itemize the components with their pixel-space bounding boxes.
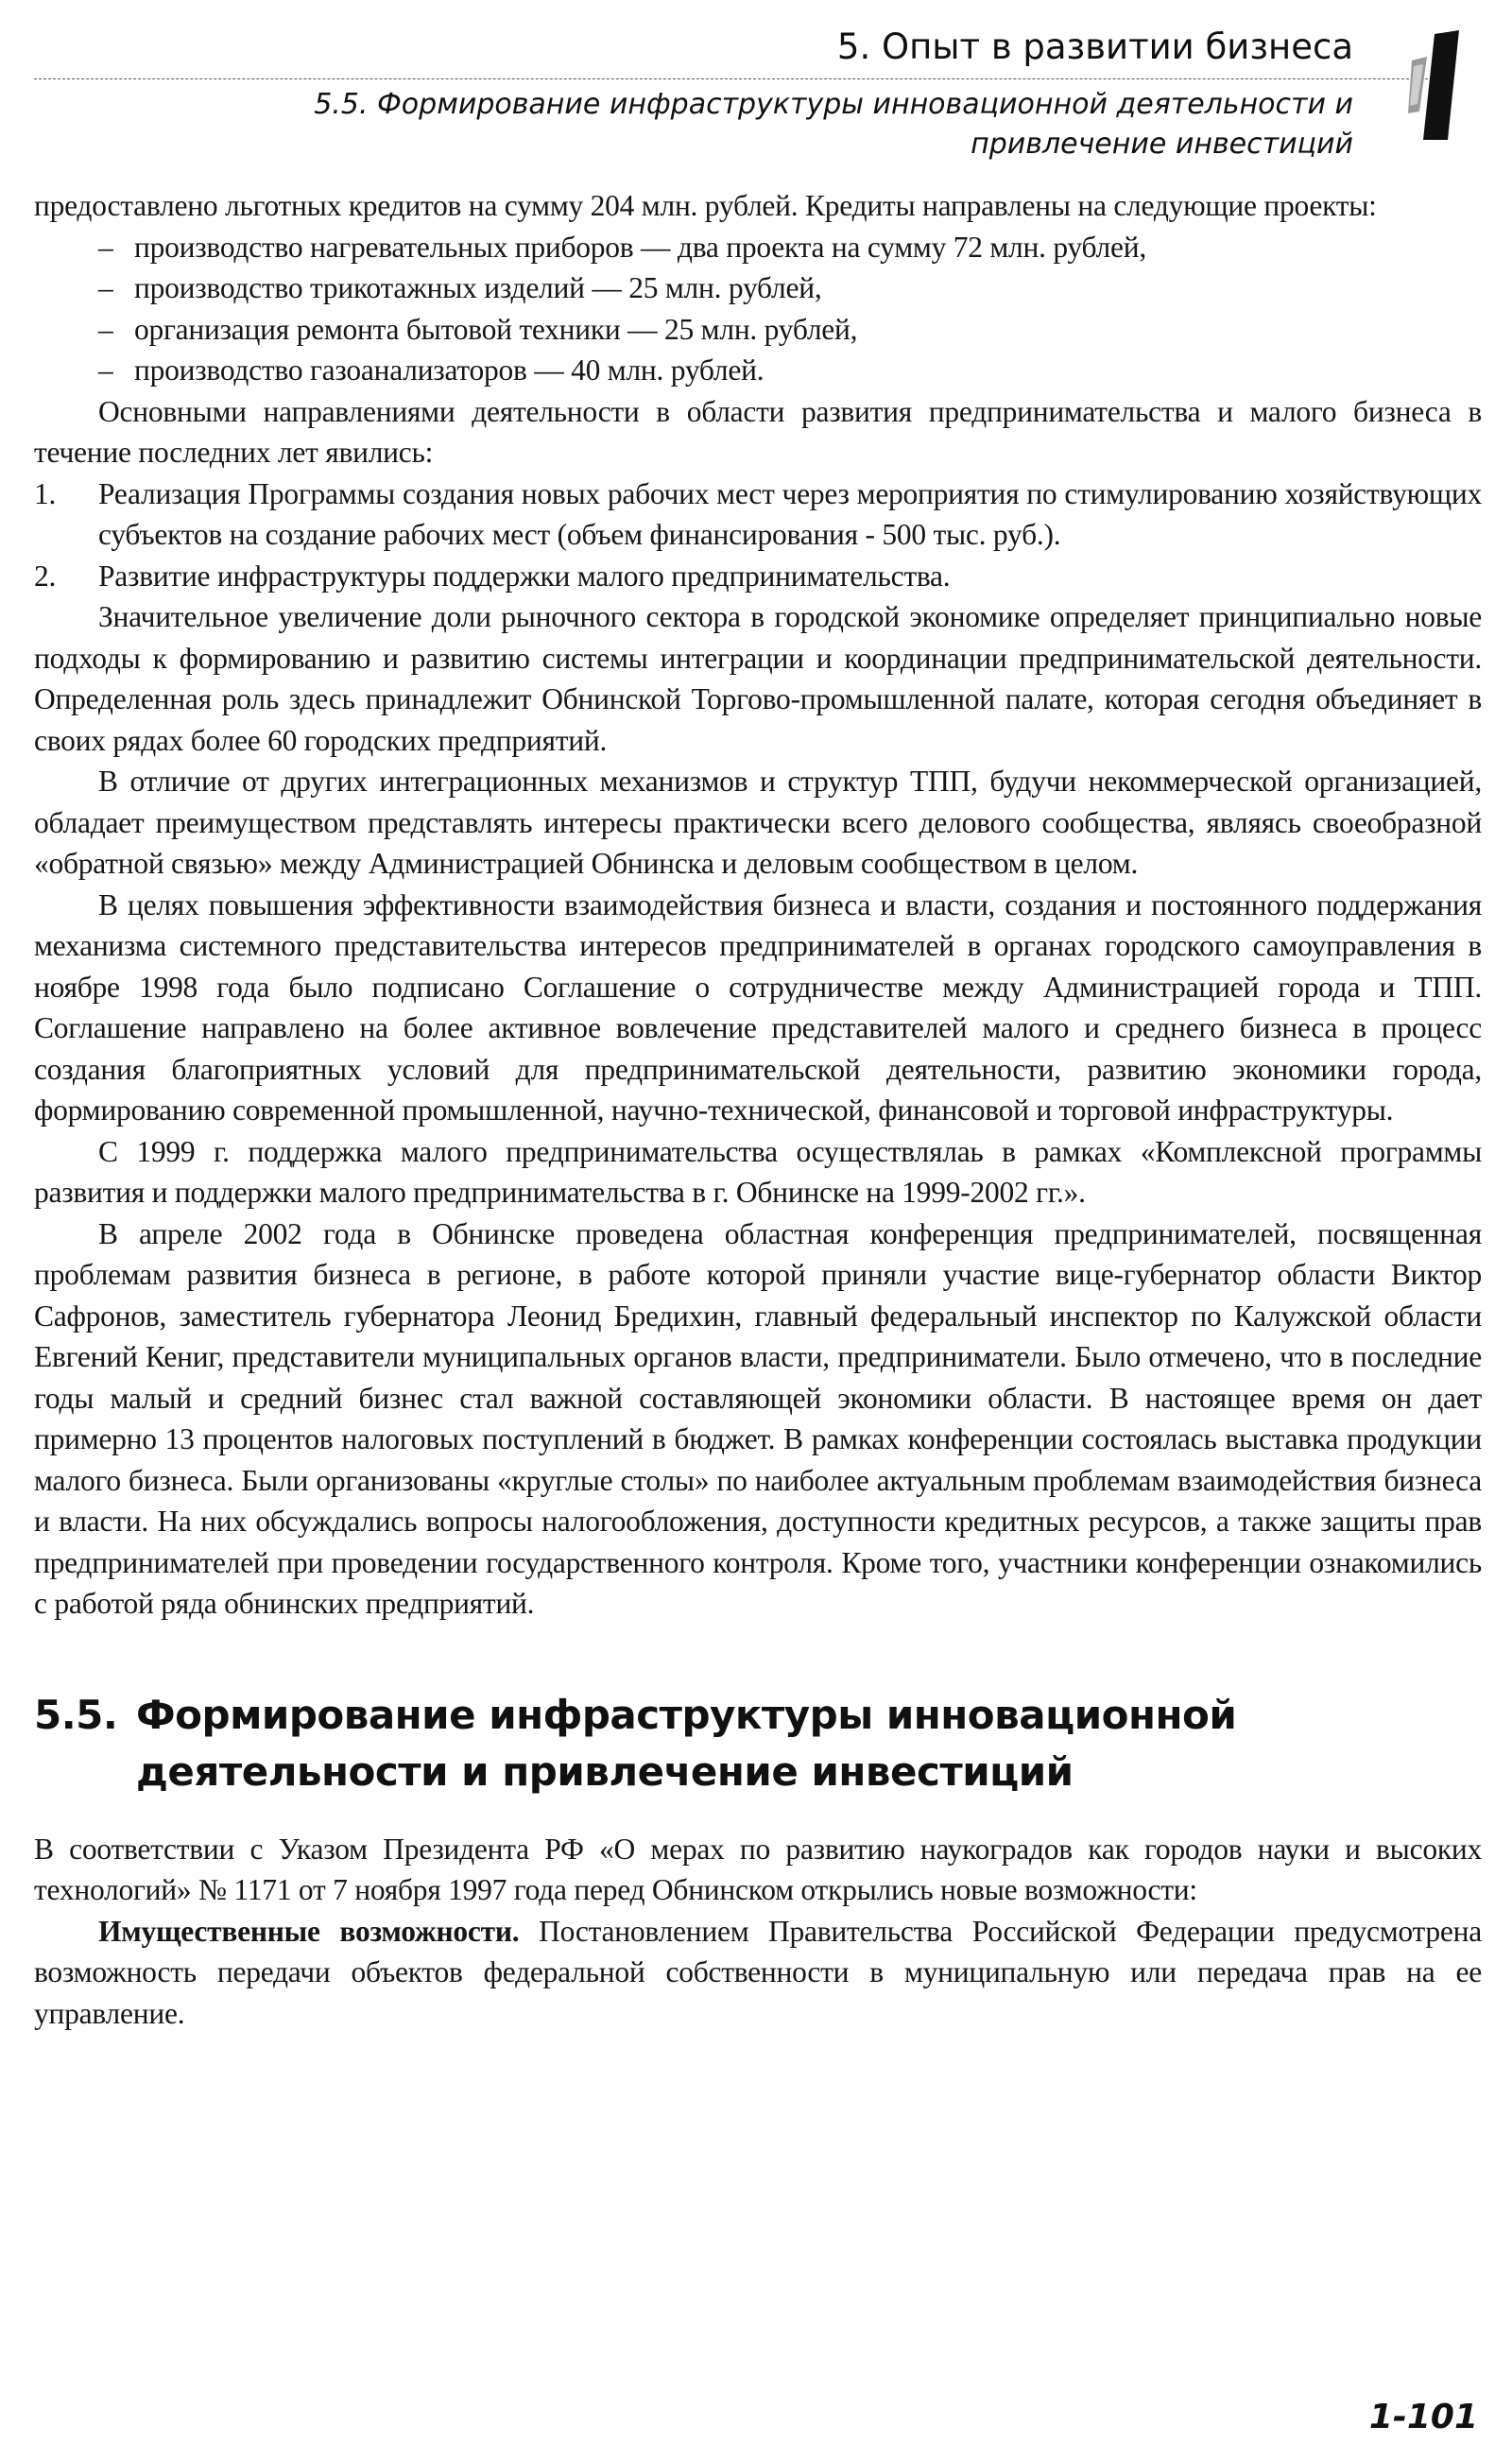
list-dash: – <box>98 230 113 264</box>
section-number: 5.5. <box>34 1691 118 1738</box>
page-number: 1-101 <box>1368 2398 1478 2436</box>
directions-list <box>34 473 1482 597</box>
running-header-section-line2: привлечение инвестиций <box>971 128 1353 161</box>
paragraph-conference-2002: В апреле 2002 года в Обнинске проведена областная конференция предпринимателей, посвященная проблемам развития бизнеса в регионе, в работе которой приняли участие вице-губернатор области Виктор Сафронов, заместитель губернатора Леонид Бредихин, главный федеральный инспектор по Калужской области Евгений Кениг, представители муниципальных органов власти, предприниматели. Было отмечено, что в последние годы малый и средний бизнес стал важной составляющей экономики области. В настоящее время он дает примерно 13 процентов налоговых поступлений в бюджет. В рамках конференции состоялась выставка продукции малого бизнеса. Были организованы «круглые столы» по наиболее актуальным проблемам взаимодействия бизнеса и власти. На них обсуждались вопросы налогообложения, доступности кредитных ресурсов, а также защиты прав предпринимателей при проведении государственного контроля. Кроме того, участники конференции ознакомились с работой ряда обнинских предприятий. <box>34 1216 1482 1620</box>
paragraph-presidential-decree: В соответствии с Указом Президента РФ «О мерах по развитию наукоградов как городов науки и высоких технологий» № 1171 от 7 ноября 1997 года перед Обнинском открылись новые возможности: <box>34 1832 1482 1906</box>
header-rule <box>34 78 1442 79</box>
list-item: – производство нагревательных приборов — два проекта на сумму 72 млн. рублей, <box>34 227 1482 268</box>
section-title: Формирование инфраструктуры инновационной деятельности и привлечение инвестиций <box>136 1691 1237 1795</box>
list-number: 1. <box>34 476 57 510</box>
running-header-chapter: 5. Опыт в развитии бизнеса <box>836 26 1353 67</box>
list-number: 2. <box>34 559 57 593</box>
section-heading <box>34 1687 1482 1800</box>
list-item: – организация ремонта бытовой техники — 25 млн. рублей, <box>34 309 1482 351</box>
paragraph-directions: Основными направлениями деятельности в области развития предпринимательства и малого бизнеса в течение последних лет явились: <box>34 394 1482 469</box>
list-item: 1. Реализация Программы создания новых рабочих мест через мероприятия по стимулированию хозяйствующих субъектов на создание рабочих мест (объем финансирования - 500 тыс. руб.). <box>34 473 1482 556</box>
paragraph-cooperation-agreement: В целях повышения эффективности взаимодействия бизнеса и власти, создания и постоянного поддержания механизма системного представительства интересов предпринимателей в органах городского самоуправления в ноябре 1998 года было подписано Соглашение о сотрудничестве между Администрацией города и ТПП. Соглашение направлено на более активное вовлечение представителей малого и среднего бизнеса в процесс создания благоприятных условий для предпринимательской деятельности, развитию экономики города, формированию современной промышленной, научно-технической, финансовой и торговой инфраструктуры. <box>34 887 1482 1127</box>
paragraph-program-1999: С 1999 г. поддержка малого предпринимательства осуществлялаь в рамках «Комплексной программы развития и поддержки малого предпринимательства в г. Обнинске на 1999-2002 гг.». <box>34 1134 1482 1209</box>
list-item: – производство трикотажных изделий — 25 млн. рублей, <box>34 267 1482 309</box>
list-dash: – <box>98 312 113 346</box>
paragraph-chamber-of-commerce: В отличие от других интеграционных механизмов и структур ТПП, будучи некоммерческой организацией, обладает преимуществом представлять интересы практически всего делового сообщества, являясь своеобразной «обратной связью» между Администрацией Обнинска и деловым сообществом в целом. <box>34 765 1482 880</box>
thumb-tab-icon <box>1406 28 1465 142</box>
running-header-section <box>200 85 1353 164</box>
list-dash: – <box>98 271 113 304</box>
paragraph-market-sector: Значительное увеличение доли рыночного сектора в городской экономике определяет принципиально новые подходы к формированию и развитию системы интеграции и координации предпринимательской деятельности. Определенная роль здесь принадлежит Обнинской Торгово-промышленной палате, которая сегодня объединяет в своих рядах более 60 городских предприятий. <box>34 600 1482 757</box>
paragraph-property-opportunities: Имущественные возможности. Постановлением Правительства Российской Федерации предусмотрена возможность передачи объектов федеральной собственности в муниципальную или передача прав на ее управление. <box>34 1914 1482 2030</box>
run-in-heading: Имущественные возможности. <box>98 1914 520 1948</box>
list-item: – производство газоанализаторов — 40 млн. рублей. <box>34 350 1482 391</box>
body-text <box>34 185 1482 2034</box>
list-item: 2. Развитие инфраструктуры поддержки малого предпринимательства. <box>34 556 1482 597</box>
list-dash: – <box>98 353 113 387</box>
running-header-section-line1: 5.5. Формирование инфраструктуры инновационной деятельности и <box>314 88 1353 121</box>
paragraph-credit-summary: предоставлено льготных кредитов на сумму 204 млн. рублей. Кредиты направлены на следующие проекты: <box>34 189 1377 222</box>
credit-project-list <box>34 227 1482 391</box>
